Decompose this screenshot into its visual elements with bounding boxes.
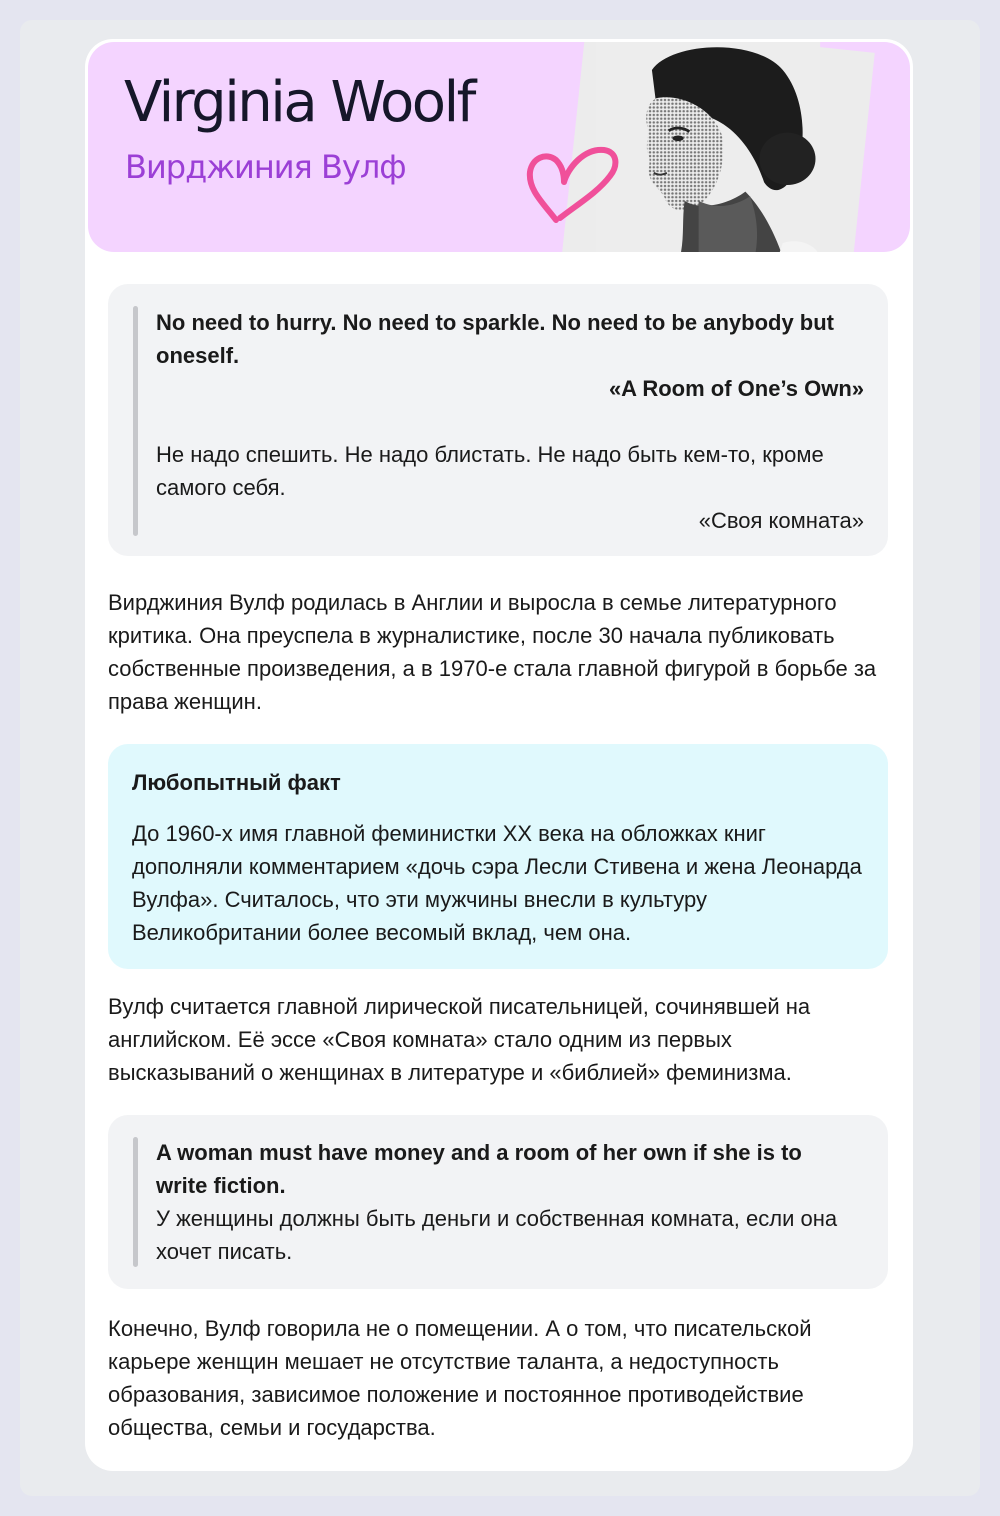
fact-box [108, 744, 888, 969]
portrait-photo [588, 42, 828, 252]
quote-2-english: A woman must have money and a room of her own if she is to write fiction. [156, 1140, 802, 1198]
quote-2-russian: У женщины должны быть деньги и собственная комната, если она хочет писать. [156, 1206, 838, 1264]
title-russian: Вирджиния Вулф [125, 148, 406, 186]
quote-bar [133, 1137, 138, 1267]
article-card [85, 39, 913, 1471]
paragraph-2: Вулф считается главной лирической писательницей, сочинявшей на английском. Её эссе «Своя комната» стало одним из первых высказываний о женщинах в литературе и «библией» феминизма. [108, 994, 811, 1085]
paragraph-1: Вирджиния Вулф родилась в Англии и выросла в семье литературного критика. Она преуспела в журналистике, после 30 начала публиковать собственные произведения, а в 1970-е стала главной фигурой в борьбе за права женщин. [108, 590, 877, 714]
quote-block-1 [108, 284, 888, 556]
heart-doodle-icon [526, 142, 622, 226]
fact-text: До 1960-х имя главной феминистки XX века на обложках книг дополняли комментарием «дочь сэра Лесли Стивена и жена Леонарда Вулфа». Считалось, что эти мужчины внесли в культуру Великобритании более весомый вклад, чем она. [132, 821, 862, 945]
paragraph-3: Конечно, Вулф говорила не о помещении. А о том, что писательской карьере женщин мешает не отсутствие таланта, а недоступность образования, зависимое положение и постоянное противодействие общества, семьи и государства. [108, 1316, 812, 1440]
header-banner [88, 42, 910, 252]
quote-1-english-source: «A Room of One’s Own» [608, 376, 864, 401]
title-english: Virginia Woolf [124, 70, 474, 135]
fact-title: Любопытный факт [132, 770, 341, 795]
quote-1-english: No need to hurry. No need to sparkle. No need to be anybody but oneself. [156, 310, 834, 368]
quote-bar [133, 306, 138, 536]
quote-1-russian: Не надо спешить. Не надо блистать. Не надо быть кем-то, кроме самого себя. [156, 442, 824, 500]
quote-block-2 [108, 1115, 888, 1289]
quote-1-russian-source: «Своя комната» [698, 508, 864, 533]
